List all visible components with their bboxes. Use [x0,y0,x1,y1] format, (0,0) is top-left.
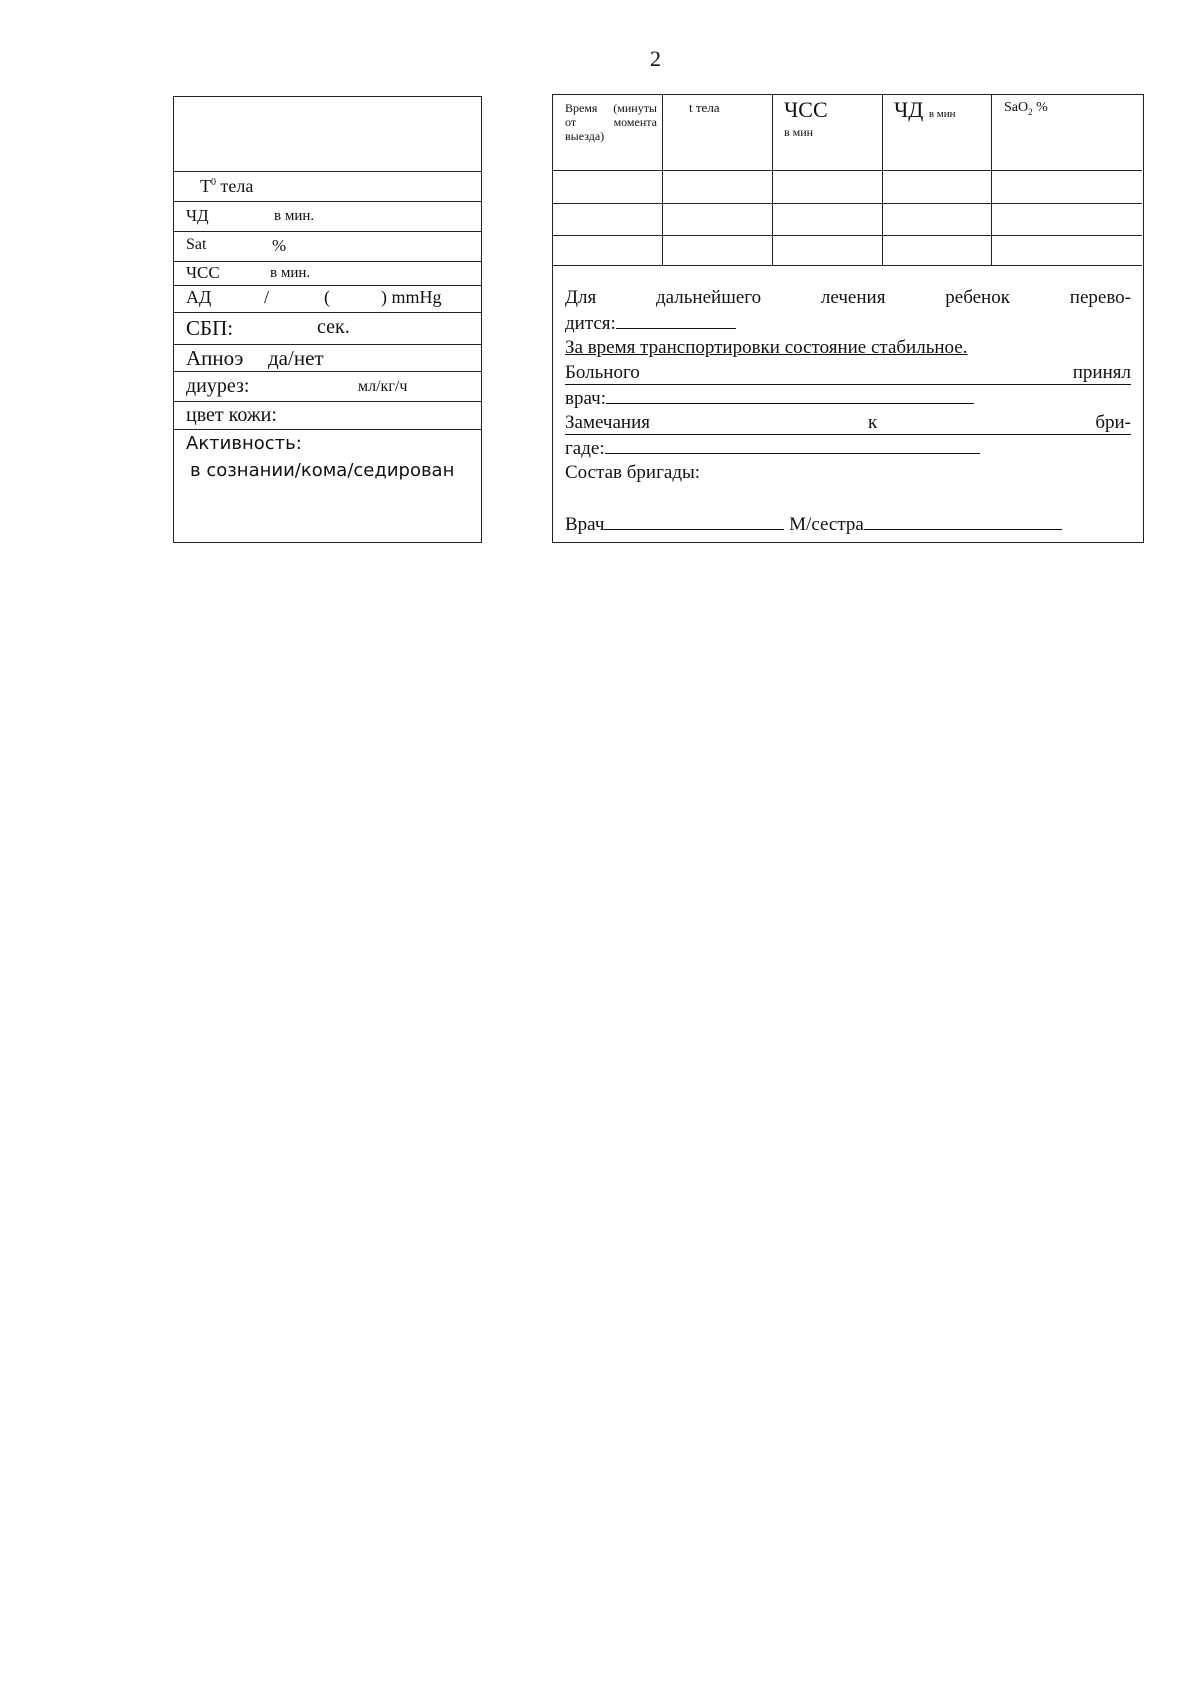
sbp-label: СБП: [186,316,234,340]
activity-label: Активность: [186,433,302,454]
rr-unit: в мин [928,108,956,120]
ad-label: АД [186,287,212,307]
hr-unit: в мин [784,125,814,139]
receiving-doctor-blank [606,385,974,404]
col-header-rr [894,97,956,123]
row-blood-pressure [174,286,481,313]
col-header-sao2 [1004,101,1048,119]
note-team-composition: Состав бригады: [565,462,701,483]
note-word-4: ребенок [945,287,1010,308]
note-doctor-sign-label: Врач [565,514,605,535]
chd-unit: в мин. [274,208,315,224]
transport-monitoring-box [552,94,1144,543]
transferred-to-blank [616,310,736,329]
row-saturation [174,232,481,262]
note-brigade-2: гаде: [565,438,605,459]
row-heart-rate [174,262,481,286]
note-brigade-1: бри- [1095,412,1131,433]
remarks-blank [605,435,980,454]
sao2-unit: % [1032,100,1048,115]
row-diuresis [174,372,481,402]
sat-unit: % [272,236,287,255]
note-stable-state: За время транспортировки состояние стабильное. [565,337,968,358]
row-temperature [174,172,481,202]
note-patient: Больного [565,362,640,383]
note-transferred-to: дится: [565,313,616,334]
sat-label: Sat [186,236,207,253]
temp-sup: 0 [211,177,216,188]
note-accepted: принял [1072,362,1131,383]
doctor-sign-blank [604,511,784,530]
note-remarks: Замечания [565,412,650,433]
note-word-3: лечения [820,287,886,308]
row-capillary-refill [174,313,481,345]
sao2-label: SaO [1004,100,1029,115]
row-apnea [174,345,481,372]
ad-close: ) mmHg [381,287,442,307]
sbp-unit: сек. [317,316,350,338]
ad-open: ( [324,287,330,307]
row-activity [174,430,481,542]
page-number: 2 [650,46,661,71]
apnea-options: да/нет [268,346,324,370]
note-to: к [868,412,878,433]
apnea-label: Апноэ [186,346,244,370]
skin-label: цвет кожи: [186,404,277,426]
chd-label: ЧД [186,206,209,225]
note-word-1: Для [565,287,597,308]
note-nurse-sign-label: М/сестра [789,514,864,535]
ad-slash: / [264,287,270,307]
col-header-time: Время (минуты от момента выезда) [565,101,657,143]
note-doctor-label: врач: [565,388,606,409]
col-header-temp: t тела [689,100,720,115]
monitoring-table [553,95,1142,265]
vitals-blank-header [174,97,481,172]
temp-label-2: тела [220,176,254,196]
temp-label: Т [200,176,211,196]
hr-label: ЧСС [784,97,828,122]
css-unit: в мин. [270,265,311,281]
nurse-sign-blank [864,511,1062,530]
vitals-box [173,96,482,543]
activity-options: в сознании/кома/седирован [190,460,455,481]
row-skin-color [174,402,481,430]
note-word-2: дальнейшего [656,287,762,308]
css-label: ЧСС [186,263,220,282]
note-word-5: перево- [1069,287,1131,308]
col-header-hr [784,97,828,123]
sao2-sub: 2 [1028,106,1033,117]
diuresis-label: диурез: [186,375,250,397]
transfer-notes [565,285,1131,536]
rr-label: ЧД [894,97,924,122]
diuresis-unit: мл/кг/ч [358,378,408,395]
row-respiratory-rate [174,202,481,232]
